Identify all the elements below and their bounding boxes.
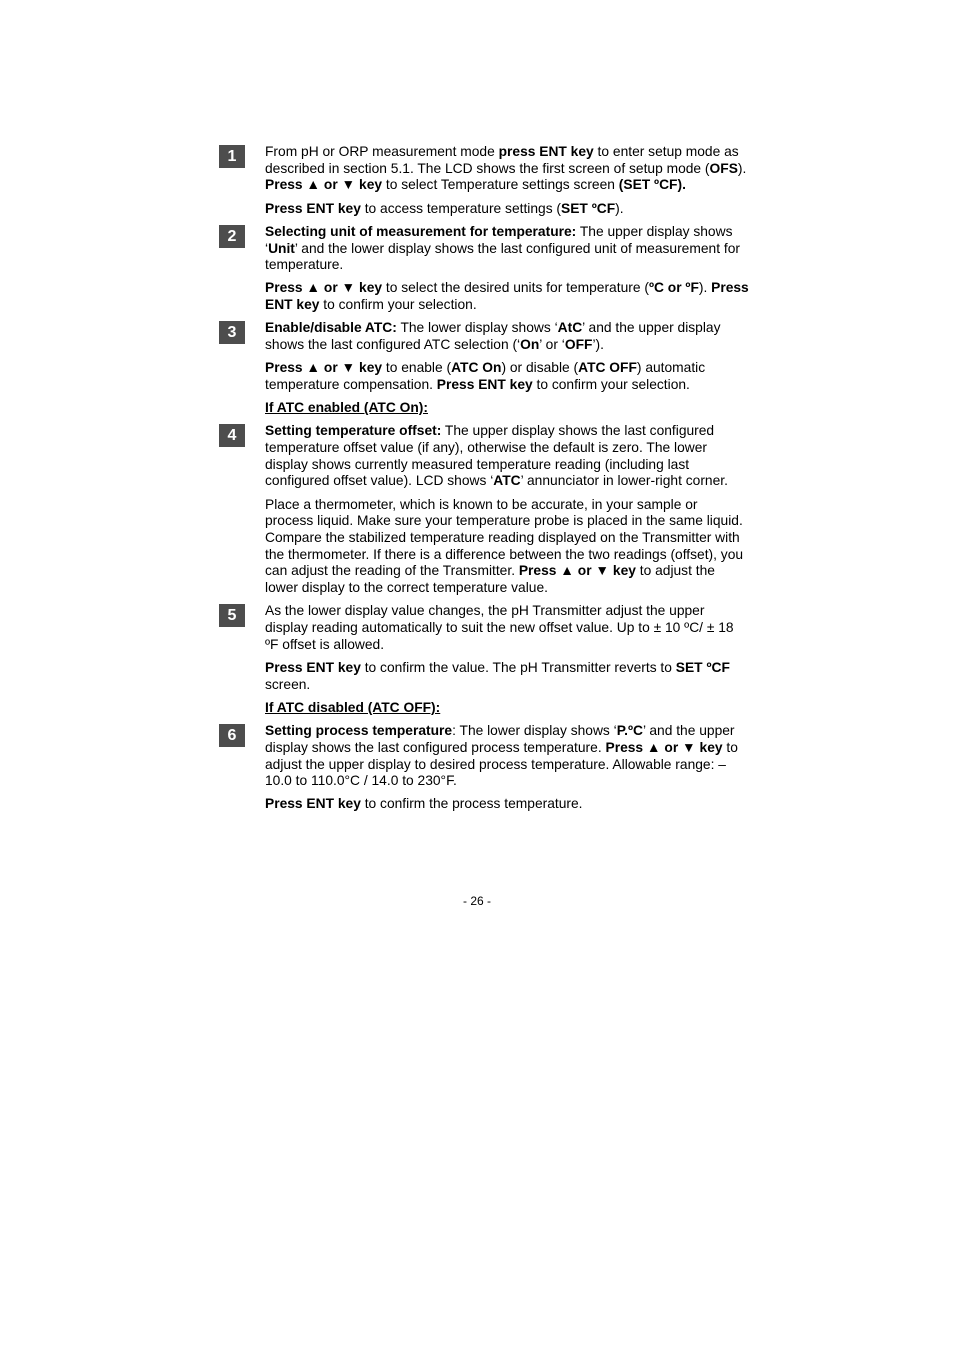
bold-text: ºC or ºF [648, 280, 699, 296]
bold-text: ATC OFF [578, 360, 637, 376]
step-paragraph [265, 201, 749, 218]
step-paragraph [265, 497, 749, 597]
step-6 [219, 723, 749, 813]
text-run: ’ or ‘ [539, 337, 565, 353]
text-run: to confirm the process temperature. [360, 796, 583, 812]
text-run: ’ and the upper display shows the last configured ATC selection (‘ [265, 320, 721, 353]
bold-text: On [520, 337, 540, 353]
step-2 [219, 224, 749, 314]
bold-text: SET ºCF [675, 659, 730, 675]
step-1 [219, 144, 749, 217]
step-number-badge: 4 [219, 424, 245, 447]
bold-text: P.ºC [616, 723, 643, 739]
bold-text: Selecting unit of measurement for temperature: [265, 223, 577, 239]
step-3 [219, 320, 749, 417]
bold-text: Setting process temperature [265, 723, 453, 739]
step-paragraph [265, 603, 749, 653]
step-number-badge: 6 [219, 724, 245, 747]
step-paragraph [265, 224, 749, 274]
bold-text: press ENT key [498, 144, 594, 159]
step-number-badge: 1 [219, 145, 245, 168]
bold-text: ATC [493, 473, 521, 489]
text-run: to adjust the lower display to the correct temperature value. [265, 563, 715, 596]
text-run: to access temperature settings ( [360, 200, 562, 216]
bold-text: Press ▲ or ▼ key [605, 739, 723, 755]
text-run: to confirm your selection. [532, 376, 690, 392]
text-run: ). [615, 200, 624, 216]
text-run: As the lower display value changes, the pH Transmitter adjust the upper display reading automatically to suit the new offset value. Up to ± 10 ºC/ ± 18 ºF offset is allowed. [265, 603, 734, 652]
text-run: ’ annunciator in lower-right corner. [520, 473, 728, 489]
bold-text: Unit [268, 240, 295, 256]
step-paragraph [265, 423, 749, 490]
bold-text: (SET ºCF). [618, 177, 686, 193]
step-number-badge: 5 [219, 604, 245, 627]
text-run: From pH or ORP measurement mode [265, 144, 499, 159]
bold-text: OFF [564, 337, 593, 353]
text-run: ’). [592, 337, 604, 353]
step-paragraph [265, 660, 749, 693]
text-run: to adjust the upper display to desired process temperature. Allowable range: –10.0 to 110.0°C / 14.0 to 230°F. [265, 739, 738, 789]
text-run: ). [698, 280, 712, 296]
text-run: to select the desired units for temperature ( [382, 280, 649, 296]
text-run: The lower display shows ‘ [396, 320, 558, 336]
text-run: The upper display shows the last configured temperature offset value (if any), otherwise the default is zero. The lower display shows currently measured temperature reading (including last configured offset value). LCD shows ‘ [265, 423, 715, 489]
bold-text: Press ▲ or ▼ key [265, 280, 383, 296]
bold-text: Press ENT key [436, 376, 533, 392]
step-number-badge: 3 [219, 321, 245, 344]
bold-text: Press ENT key [265, 200, 361, 216]
text-run: The upper display shows ‘ [265, 223, 733, 256]
step-paragraph [265, 320, 749, 353]
text-run: Place a thermometer, which is known to be accurate, in your sample or process liquid. Make sure your temperature probe is placed in the same liquid. Compare the stabilized temperature reading displayed on the Transmitter with the thermometer. If there is a difference between the two readings (offset), you can adjust the reading of the Transmitter. [265, 496, 744, 579]
step-paragraph [265, 144, 749, 194]
text-run: to confirm your selection. [319, 297, 477, 313]
text-run: : The lower display shows ‘ [452, 723, 617, 739]
text-run: ) or disable ( [501, 360, 579, 376]
bold-text: Enable/disable ATC: [265, 320, 397, 336]
bold-text: Press ▲ or ▼ key [265, 360, 383, 376]
section-subheading [265, 400, 749, 417]
text-run: ). [737, 160, 747, 176]
text-run: ) automatic temperature compensation. [265, 360, 706, 392]
bold-text: AtC [557, 320, 583, 336]
text-run: to select Temperature settings screen [382, 177, 619, 193]
step-5 [219, 603, 749, 716]
step-paragraph [265, 360, 749, 393]
text-run: to enable ( [382, 360, 452, 376]
bold-text: Press ▲ or ▼ key [518, 563, 636, 579]
bold-text: Press ENT key [265, 659, 361, 675]
text-run: screen. [265, 676, 311, 692]
bold-text: ATC On [451, 360, 502, 376]
step-paragraph [265, 723, 749, 790]
subheading-text: If ATC enabled (ATC On): [265, 400, 428, 416]
step-paragraph [265, 796, 749, 813]
text-run: ’ and the lower display shows the last configured unit of measurement for temperature. [265, 240, 740, 273]
step-number-badge: 2 [219, 225, 245, 248]
bold-text: Setting temperature offset: [265, 423, 442, 439]
step-paragraph [265, 280, 749, 313]
text-run: to enter setup mode as described in section 5.1. The LCD shows the first screen of setup mode ( [265, 144, 739, 176]
page-number: - 26 - [462, 894, 491, 908]
bold-text: Press ENT key [265, 796, 361, 812]
bold-text: Press ▲ or ▼ key [265, 177, 383, 193]
text-run: ’ and the upper display shows the last configured process temperature. [265, 723, 735, 755]
step-4 [219, 423, 749, 597]
bold-text: SET ºCF [561, 200, 616, 216]
section-subheading [265, 700, 749, 717]
instruction-steps [219, 144, 749, 820]
bold-text: OFS [709, 160, 738, 176]
subheading-text: If ATC disabled (ATC OFF): [265, 699, 441, 715]
bold-text: Press ENT key [265, 280, 749, 313]
text-run: to confirm the value. The pH Transmitter reverts to [360, 659, 676, 675]
